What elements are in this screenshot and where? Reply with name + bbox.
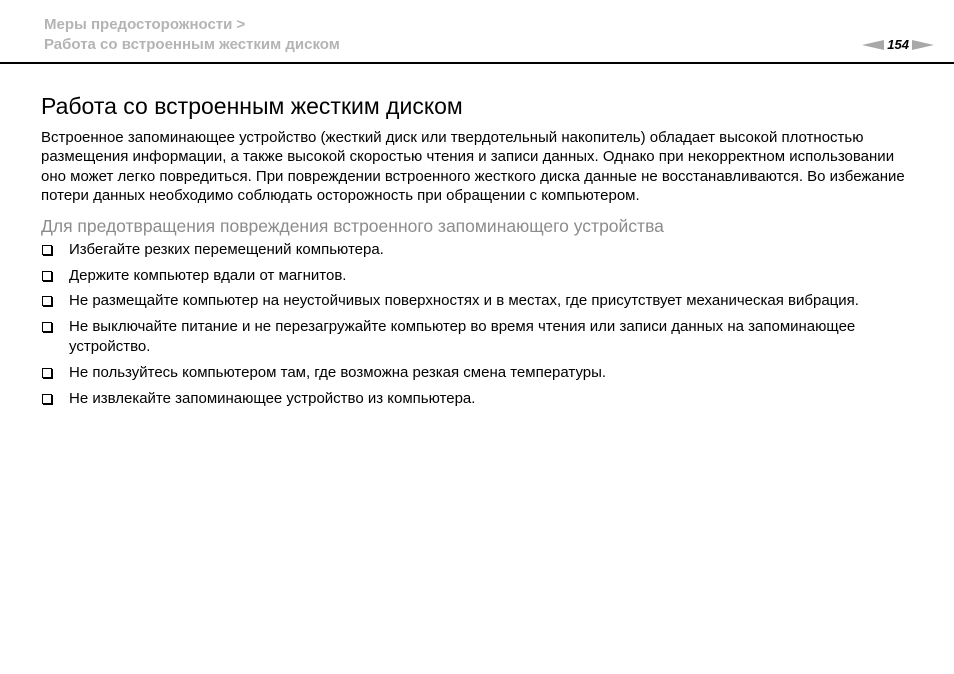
checkbox-bullet-icon xyxy=(42,322,52,332)
page-navigator xyxy=(862,36,934,54)
checkbox-bullet-icon xyxy=(42,296,52,306)
checkbox-bullet-icon xyxy=(42,245,52,255)
section-heading: Для предотвращения повреждения встроенного запоминающего устройства xyxy=(41,215,664,236)
list-item xyxy=(41,389,916,408)
header-divider xyxy=(0,62,954,64)
page-number: 154 xyxy=(887,37,909,52)
next-page-arrow-icon[interactable] xyxy=(912,40,934,50)
list-item-text: Избегайте резких перемещений компьютера. xyxy=(69,240,384,258)
list-item xyxy=(41,317,916,356)
breadcrumb-current: Работа со встроенным жестким диском xyxy=(44,36,340,53)
checkbox-bullet-icon xyxy=(42,394,52,404)
main-content xyxy=(41,91,916,414)
breadcrumb-parent-link[interactable]: Меры предосторожности > xyxy=(44,16,246,33)
list-item xyxy=(41,363,916,382)
intro-paragraph: Встроенное запоминающее устройство (жесткий диск или твердотельный накопитель) обладает высокой плотностью размещения информации, а также высокой скоростью чтения и записи данных. Однако при некорректном использовании оно может легко повредиться. При повреждении встроенного жесткого диска данные не восстанавливаются. Во избежание потери данных необходимо соблюдать осторожность при обращении с компьютером. xyxy=(41,129,905,205)
previous-page-arrow-icon[interactable] xyxy=(862,40,884,50)
list-item xyxy=(41,291,916,310)
list-item-text: Не пользуйтесь компьютером там, где возможна резкая смена температуры. xyxy=(69,363,607,381)
list-item xyxy=(41,266,916,285)
list-item-text: Держите компьютер вдали от магнитов. xyxy=(69,266,347,284)
list-item-text: Не выключайте питание и не перезагружайте компьютер во время чтения или записи данных на запоминающее устройство. xyxy=(69,318,856,355)
precautions-list xyxy=(41,240,916,408)
breadcrumb xyxy=(44,15,340,55)
list-item-text: Не извлекайте запоминающее устройство из компьютера. xyxy=(69,389,476,407)
checkbox-bullet-icon xyxy=(42,271,52,281)
page-title: Работа со встроенным жестким диском xyxy=(41,93,463,119)
list-item xyxy=(41,240,916,259)
list-item-text: Не размещайте компьютер на неустойчивых поверхностях и в местах, где присутствует механическая вибрация. xyxy=(69,292,859,310)
checkbox-bullet-icon xyxy=(42,368,52,378)
